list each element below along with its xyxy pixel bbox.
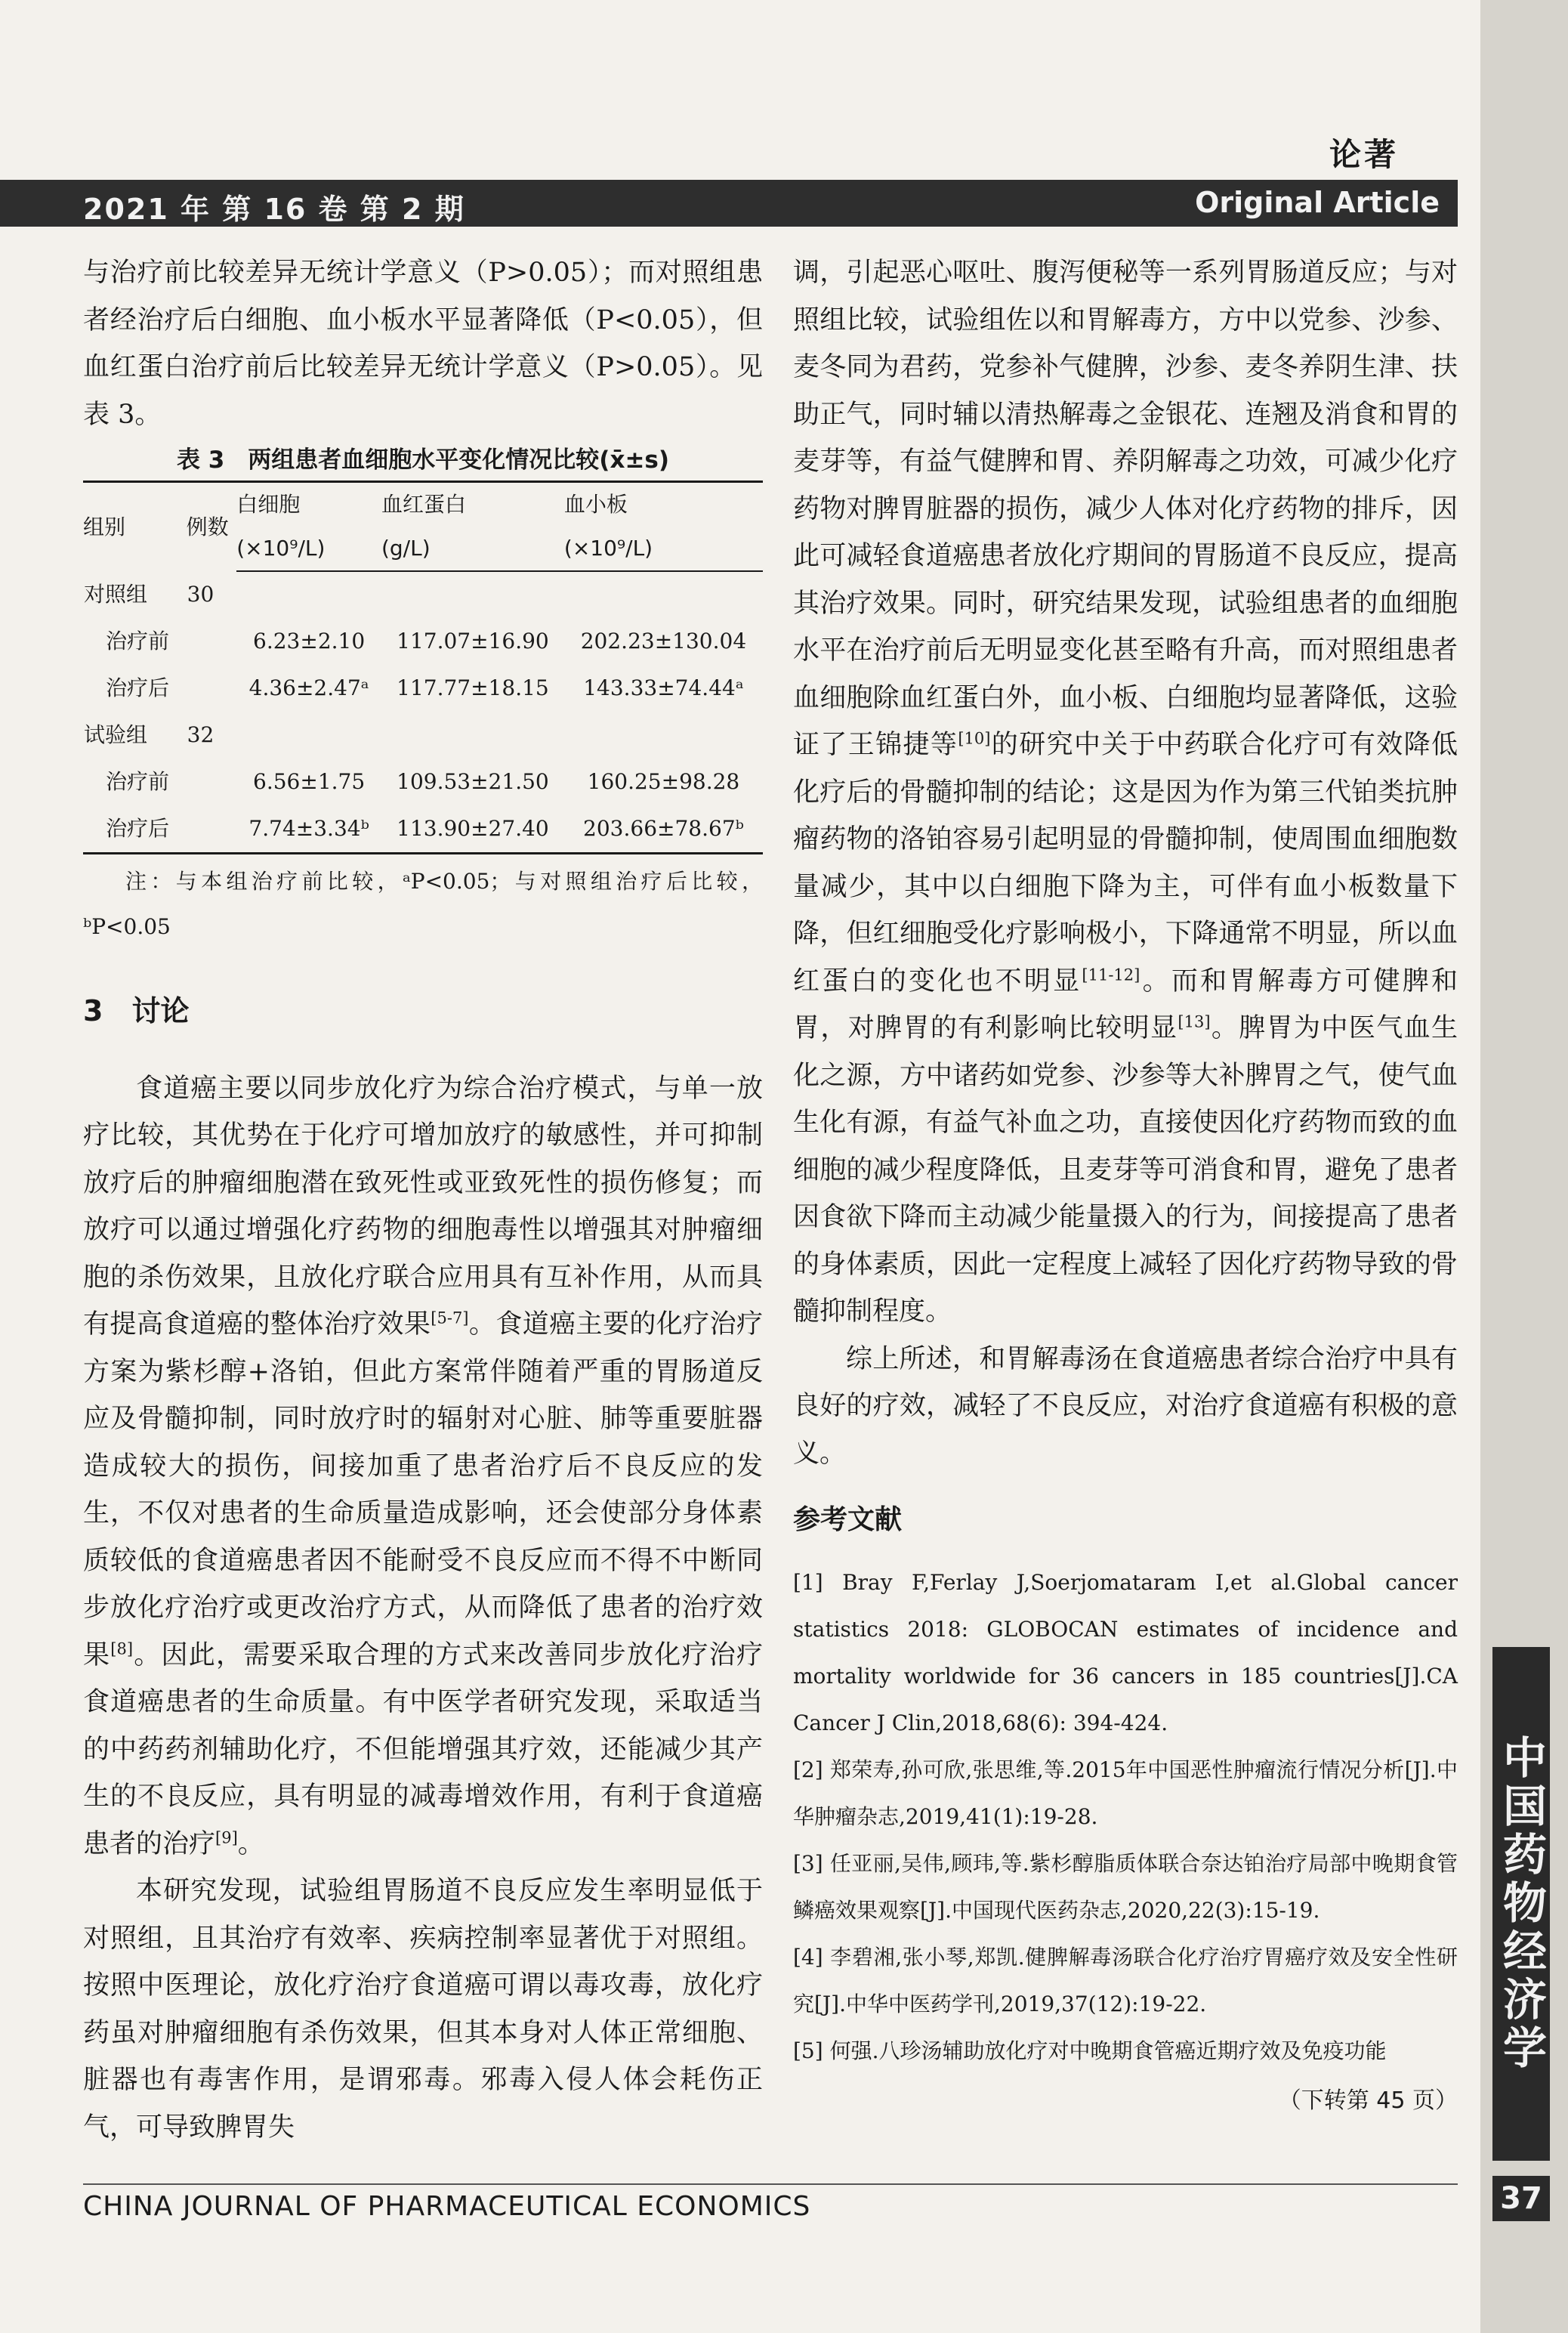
reference-item: [3] 任亚丽,吴伟,顾玮,等.紫杉醇脂质体联合奈达铂治疗局部中晚期食管鳞癌效果观察[J].中国现代医药杂志,2020,22(3):15-19. [793,1850,1458,1923]
group-name: 试验组 [84,722,148,747]
paragraph: 食道癌主要以同步放化疗为综合治疗模式，与单一放疗比较，其优势在于化疗可增加放疗的敏感性，并可抑制放疗后的肿瘤细胞潜在致死性或亚致死性的损伤修复；而放疗可以通过增强化疗药物的细胞毒性以增强其对肿瘤细胞的杀伤效果，且放化疗联合应用具有互补作用，从而具有提高食道癌的整体治疗效果[5-7]。食道癌主要的化疗治疗方案为紫杉醇+洛铂，但此方案常伴随着严重的胃肠道反应及骨髓抑制，同时放疗时的辐射对心脏、肺等重要脏器造成较大的损伤，间接加重了患者治疗后不良反应的发生，不仅对患者的生命质量造成影响，还会使部分身体素质较低的食道癌患者因不能耐受不良反应而不得不中断同步放化疗治疗或更改治疗方式，从而降低了患者的治疗效果[8]。因此，需要采取合理的方式来改善同步放化疗治疗食道癌患者的生命质量。有中医学者研究发现，采取适当的中药药剂辅助化疗，不但能增强其疗效，还能减少其产生的不良反应，具有明显的减毒增效作用，有利于食道癌患者的治疗[9]。 [83,1073,763,1859]
citation: [5-7] [431,1309,469,1327]
blood-cell-table [83,481,763,854]
col-header-count: 例数 [187,482,237,572]
row-label: 治疗后 [106,675,170,700]
page-number: 37 [1492,2176,1550,2221]
col-unit-hb: (g/L) [381,527,564,571]
table-title: 表 3 两组患者血细胞水平变化情况比较(x̄±s) [176,447,670,474]
group-name: 对照组 [84,582,148,607]
cell-plt: 143.33±74.44ᵃ [583,675,744,700]
left-column [83,249,763,2151]
paragraph: 综上所述，和胃解毒汤在食道癌患者综合治疗中具有良好的疗效，减轻了不良反应，对治疗食道癌有积极的意义。 [793,1343,1458,1469]
table-row [83,712,763,759]
section-heading: 3 讨论 [83,994,190,1027]
table-row [83,665,763,712]
col-unit-plt: (×10⁹/L) [564,527,763,571]
right-column [793,249,1458,2124]
footer-rule [83,2183,1458,2185]
cell-wbc: 6.23±2.10 [253,629,366,654]
group-count: 32 [187,722,215,747]
col-unit-wbc: (×10⁹/L) [236,527,381,571]
reference-item: [5] 何强.八珍汤辅助放化疗对中晚期食管癌近期疗效及免疫功能 [793,2038,1387,2063]
continued-note: （下转第 45 页） [1278,2087,1458,2114]
reference-item: [2] 郑荣寿,孙可欣,张思维,等.2015年中国恶性肿瘤流行情况分析[J].中华肿瘤杂志,2019,41(1):19-28. [793,1757,1458,1829]
cell-plt: 202.23±130.04 [580,629,747,654]
cell-plt: 160.25±98.28 [587,769,740,794]
col-header-group: 组别 [83,482,187,572]
references-heading: 参考文献 [793,1504,903,1535]
reference-item: [1] Bray F,Ferlay J,Soerjomataram I,et al.Global cancer statistics 2018: GLOBOCAN estimates of incidence and mortality worldwide for 36 cancers in 185 countries[J].CA Cancer J Clin,2018,68(6): 394-424. [793,1569,1458,1735]
row-label: 治疗前 [106,769,170,794]
col-header-plt: 血小板 [564,482,763,527]
col-header-wbc: 白细胞 [236,482,381,527]
cell-wbc: 7.74±3.34ᵇ [236,805,381,854]
journal-name: CHINA JOURNAL OF PHARMACEUTICAL ECONOMICS [83,2191,811,2222]
citation: [10] [958,729,991,748]
paragraph: 本研究发现，试验组胃肠道不良反应发生率明显低于对照组，且其治疗有效率、疾病控制率显著优于对照组。按照中医理论，放化疗治疗食道癌可谓以毒攻毒，放化疗药虽对肿瘤细胞有杀伤效果，但其本身对人体正常细胞、脏器也有毒害作用，是谓邪毒。邪毒入侵人体会耗伤正气，可导致脾胃失 [83,1876,763,2143]
cell-hb: 113.90±27.40 [381,805,564,854]
journal-side-tab: 中国药物经济学 [1492,1647,1550,2161]
row-label: 治疗前 [106,629,170,654]
cell-hb: 117.77±18.15 [397,675,549,700]
citation: [8] [110,1639,134,1658]
group-count: 30 [187,582,215,607]
table-row [83,618,763,665]
citation: [9] [215,1828,238,1846]
section-label-en: Original Article [1195,186,1440,219]
issue-info: 2021 年 第 16 卷 第 2 期 [83,193,465,226]
paragraph: 调，引起恶心呕吐、腹泻便秘等一系列胃肠道反应；与对照组比较，试验组佐以和胃解毒方，方中以党参、沙参、麦冬同为君药，党参补气健脾，沙参、麦冬养阴生津、扶助正气，同时辅以清热解毒之金银花、连翘及消食和胃的麦芽等，有益气健脾和胃、养阴解毒之功效，可减少化疗药物对脾胃脏器的损伤，减少人体对化疗药物的排斥，因此可减轻食道癌患者放化疗期间的胃肠道不良反应，提高其治疗效果。同时，研究结果发现，试验组患者的血细胞水平在治疗前后无明显变化甚至略有升高，而对照组患者血细胞除血红蛋白外，血小板、白细胞均显著降低，这验证了王锦捷等[10]的研究中关于中药联合化疗可有效降低化疗后的骨髓抑制的结论；这是因为作为第三代铂类抗肿瘤药物的洛铂容易引起明显的骨髓抑制，使周围血细胞数量减少，其中以白细胞下降为主，可伴有血小板数量下降，但红细胞受化疗影响极小，下降通常不明显，所以血红蛋白的变化也不明显[11-12]。而和胃解毒方可健脾和胃，对脾胃的有利影响比较明显[13]。脾胃为中医气血生化之源，方中诸药如党参、沙参等大补脾胃之气，使气血生化有源，有益气补血之功，直接使因化疗药物而致的血细胞的减少程度降低，且麦芽等可消食和胃，避免了患者因食欲下降而主动减少能量摄入的行为，间接提高了患者的身体素质，因此一定程度上减轻了因化疗药物导致的骨髓抑制程度。 [793,258,1458,1327]
cell-plt: 203.66±78.67ᵇ [564,805,763,854]
paragraph: 与治疗前比较差异无统计学意义（P>0.05）；而对照组患者经治疗后白细胞、血小板水平显著降低（P<0.05），但血红蛋白治疗前后比较差异无统计学意义（P>0.05）。见表 3。 [83,258,763,430]
citation: [13] [1178,1012,1211,1031]
col-header-hb: 血红蛋白 [381,482,564,527]
table-row [83,759,763,805]
citation: [11-12] [1082,965,1141,984]
row-label: 治疗后 [83,805,187,854]
reference-item: [4] 李碧湘,张小琴,郑凯.健脾解毒汤联合化疗治疗胃癌疗效及安全性研究[J].中华中医药学刊,2019,37(12):19-22. [793,1944,1458,2016]
cell-wbc: 6.56±1.75 [253,769,366,794]
table-row [83,571,763,618]
running-header [0,180,1458,227]
cell-wbc: 4.36±2.47ᵃ [248,675,369,700]
section-label: 论著 [1329,136,1400,173]
cell-hb: 109.53±21.50 [397,769,549,794]
table-note: 注：与本组治疗前比较，ᵃP<0.05；与对照组治疗后比较，ᵇP<0.05 [83,869,763,939]
table-row [83,805,763,854]
cell-hb: 117.07±16.90 [397,629,549,654]
